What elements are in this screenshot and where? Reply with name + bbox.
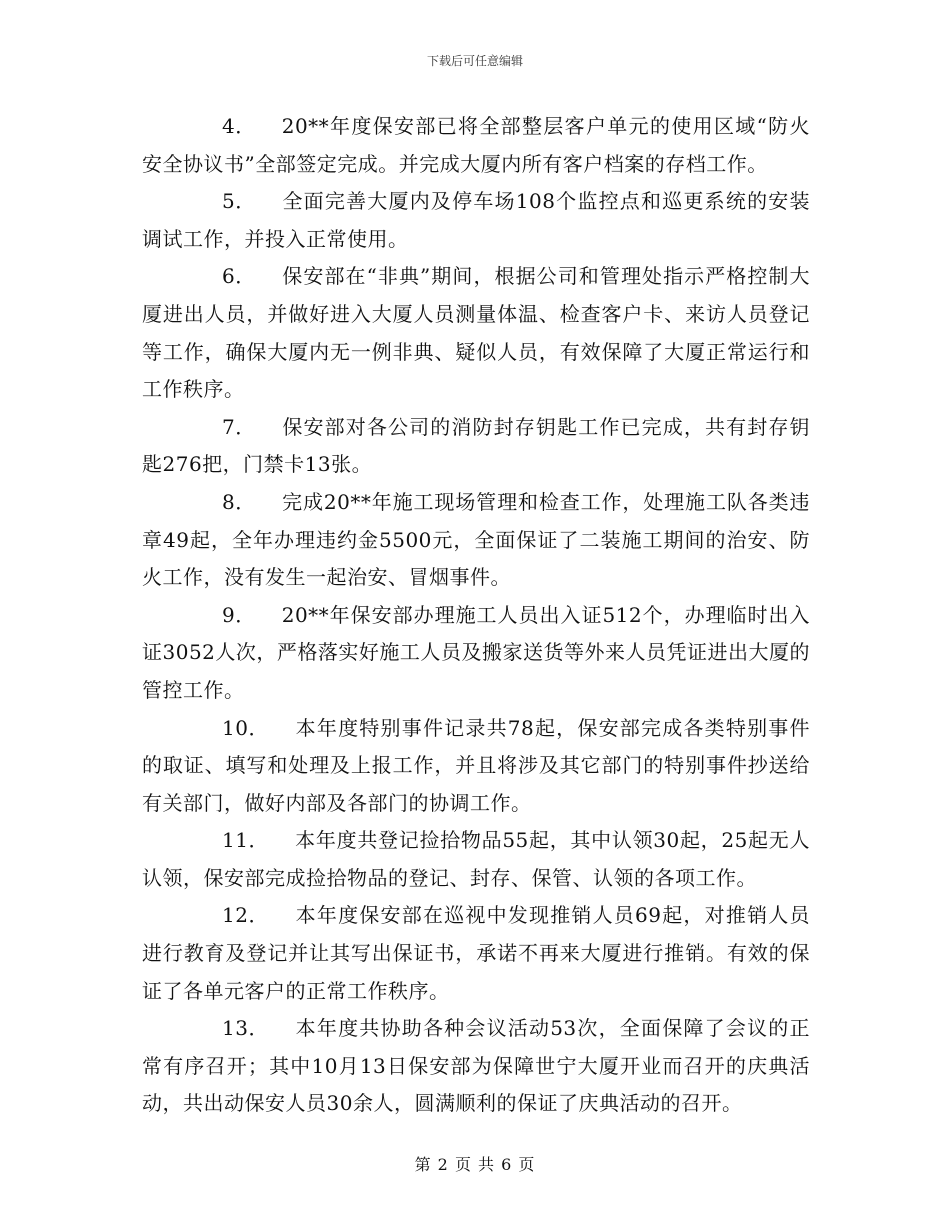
document-body bbox=[142, 108, 810, 1123]
item-text: 20**年度保安部已将全部整层客户单元的使用区域“防火安全协议书”全部签定完成。并完成大厦内所有客户档案的存档工作。 bbox=[142, 114, 810, 176]
item-number: 12． bbox=[222, 903, 269, 928]
page-number: 第 2 页 共 6 页 bbox=[414, 1155, 536, 1174]
item-number: 4． bbox=[222, 114, 256, 138]
list-item bbox=[142, 409, 810, 484]
item-number: 9． bbox=[222, 602, 256, 627]
item-text: 本年度特别事件记录共78起，保安部完成各类特别事件的取证、填写和处理及上报工作，并且将涉及其它部门的特别事件抄送给有关部门，做好内部及各部门的协调工作。 bbox=[142, 715, 810, 815]
list-item bbox=[142, 258, 810, 408]
item-number: 8． bbox=[222, 489, 256, 514]
list-item bbox=[142, 897, 810, 1010]
item-number: 7． bbox=[222, 414, 256, 439]
item-text: 全面完善大厦内及停车场108个监控点和巡更系统的安装调试工作，并投入正常使用。 bbox=[142, 189, 810, 251]
list-item bbox=[142, 1010, 810, 1123]
item-text: 保安部对各公司的消防封存钥匙工作已完成，共有封存钥匙276把，门禁卡13张。 bbox=[142, 414, 810, 477]
list-item bbox=[142, 484, 810, 597]
item-text: 完成20**年施工现场管理和检查工作，处理施工队各类违章49起，全年办理违约金5500元，全面保证了二装施工期间的治安、防火工作，没有发生一起治安、冒烟事件。 bbox=[142, 489, 810, 590]
item-text: 本年度共登记捡拾物品55起，其中认领30起，25起无人认领，保安部完成捡拾物品的登记、封存、保管、认领的各项工作。 bbox=[142, 828, 810, 890]
item-number: 10． bbox=[222, 715, 269, 740]
list-item bbox=[142, 108, 810, 183]
list-item bbox=[142, 183, 810, 258]
item-number: 5． bbox=[222, 189, 256, 214]
item-text: 保安部在“非典”期间，根据公司和管理处指示严格控制大厦进出人员，并做好进入大厦人员测量体温、检查客户卡、来访人员登记等工作，确保大厦内无一例非典、疑似人员，有效保障了大厦正常运行和工作秩序。 bbox=[142, 264, 810, 402]
item-text: 20**年保安部办理施工人员出入证512个，办理临时出入证3052人次，严格落实好施工人员及搬家送货等外来人员凭证进出大厦的管控工作。 bbox=[142, 602, 810, 702]
list-item bbox=[142, 710, 810, 823]
page-header: 下载后可任意编辑 bbox=[426, 54, 523, 68]
item-number: 13． bbox=[222, 1016, 269, 1041]
item-number: 6． bbox=[222, 264, 256, 289]
list-item bbox=[142, 597, 810, 710]
list-item bbox=[142, 822, 810, 897]
item-text: 本年度共协助各种会议活动53次，全面保障了会议的正常有序召开；其中10月13日保安部为保障世宁大厦开业而召开的庆典活动，共出动保安人员30余人，圆满顺利的保证了庆典活动的召开。 bbox=[142, 1016, 810, 1116]
item-number: 11． bbox=[222, 828, 269, 853]
item-text: 本年度保安部在巡视中发现推销人员69起，对推销人员进行教育及登记并让其写出保证书，承诺不再来大厦进行推销。有效的保证了各单元客户的正常工作秩序。 bbox=[142, 903, 810, 1003]
